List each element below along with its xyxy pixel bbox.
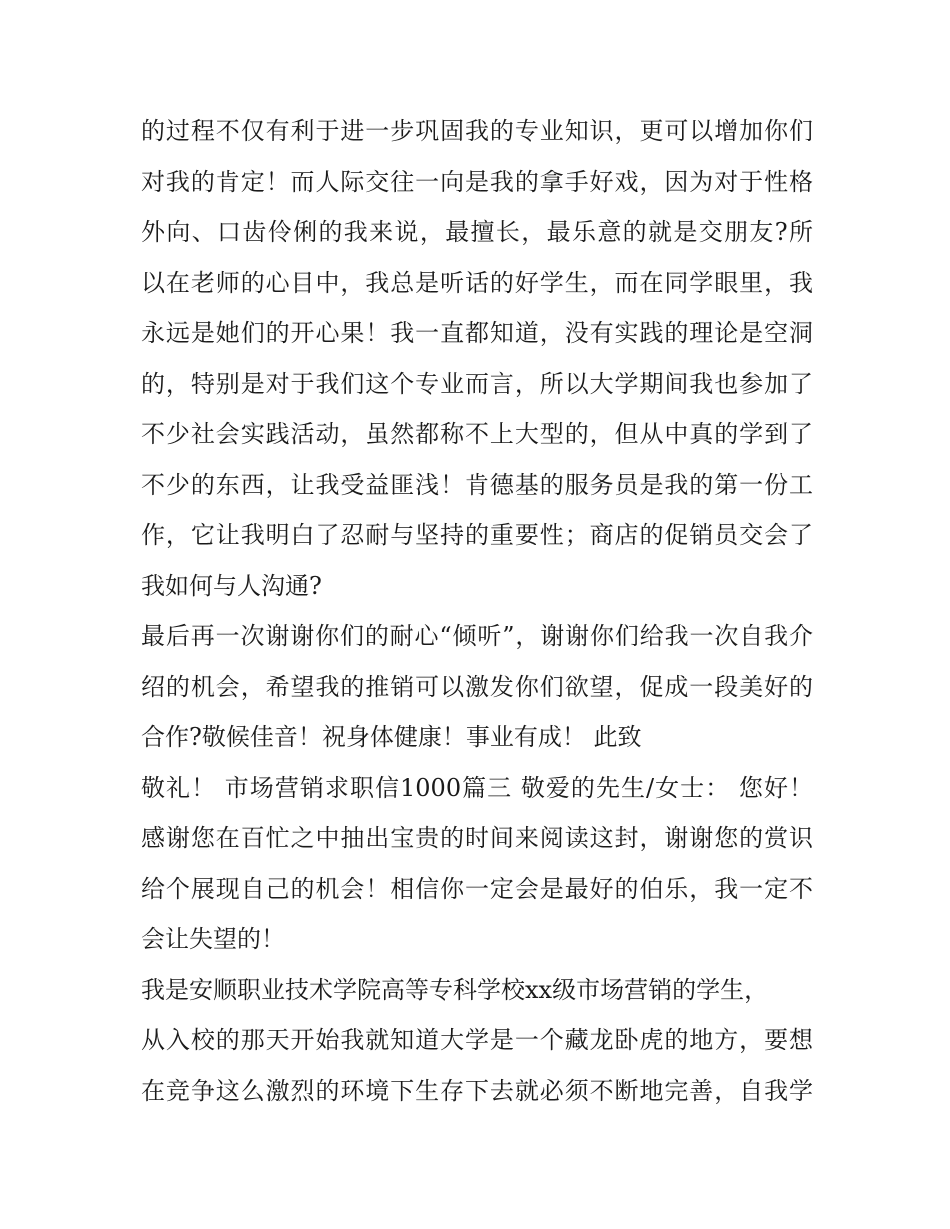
text-line: 的过程不仅有利于进一步巩固我的专业知识，更可以增加你们 bbox=[141, 117, 813, 145]
text-line: 不少的东西，让我受益匪浅！肯德基的服务员是我的第一份工 bbox=[141, 470, 813, 499]
text-line: 会让失望的！ bbox=[141, 925, 285, 953]
text-line: 最后再一次谢谢你们的耐心“倾听”，谢谢你们给我一次自我介 bbox=[141, 622, 813, 650]
text-line: 作，它让我明白了忍耐与坚持的重要性；商店的促销员交会了 bbox=[141, 521, 813, 549]
text-line: 我是安顺职业技术学院高等专科学校xx级市场营销的学生， bbox=[141, 975, 769, 1004]
text-line: 对我的肯定！而人际交往一向是我的拿手好戏，因为对于性格 bbox=[141, 167, 813, 196]
text-line: 的，特别是对于我们这个专业而言，所以大学期间我也参加了 bbox=[141, 369, 813, 398]
text-line: 外向、口齿伶俐的我来说，最擅长，最乐意的就是交朋友?所 bbox=[141, 218, 813, 246]
text-line: 以在老师的心目中，我总是听话的好学生，而在同学眼里，我 bbox=[141, 268, 813, 297]
text-line: 感谢您在百忙之中抽出宝贵的时间来阅读这封，谢谢您的赏识 bbox=[141, 824, 813, 852]
text-line: 敬礼！ 市场营销求职信1000篇三 敬爱的先生/女士： 您好！ bbox=[141, 773, 813, 802]
text-line: 合作?敬候佳音！祝身体健康！事业有成！ 此致 bbox=[141, 723, 642, 751]
text-line: 我如何与人沟通? bbox=[141, 571, 322, 600]
text-line: 给个展现自己的机会！相信你一定会是最好的伯乐，我一定不 bbox=[141, 874, 813, 903]
text-line: 在竞争这么激烈的环境下生存下去就必须不断地完善，自我学 bbox=[141, 1076, 813, 1105]
text-line: 绍的机会，希望我的推销可以激发你们欲望，促成一段美好的 bbox=[141, 672, 813, 701]
text-line: 从入校的那天开始我就知道大学是一个藏龙卧虎的地方，要想 bbox=[141, 1026, 813, 1054]
text-line: 永远是她们的开心果！我一直都知道，没有实践的理论是空洞 bbox=[141, 319, 813, 347]
text-line: 不少社会实践活动，虽然都称不上大型的，但从中真的学到了 bbox=[141, 420, 813, 448]
body-text bbox=[141, 106, 813, 1116]
